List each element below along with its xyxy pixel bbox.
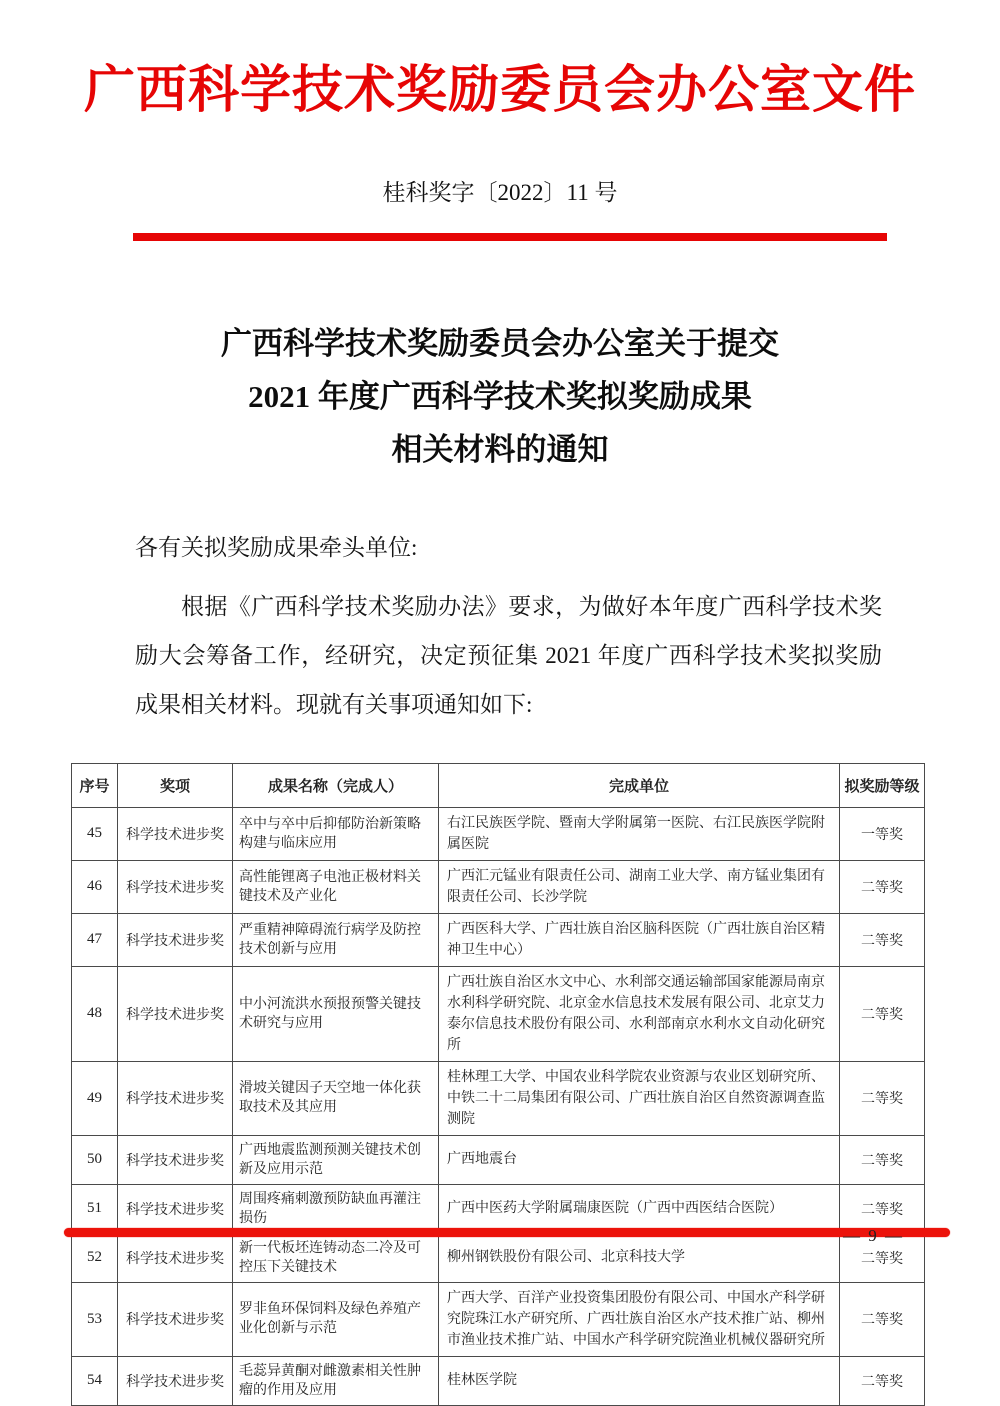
cell-grade: 二等奖 [840,1061,925,1135]
cell-no: 50 [72,1135,118,1184]
notice-title-line-3: 相关材料的通知 [391,431,609,467]
table-row [72,1282,925,1356]
notice-title [0,317,1000,476]
table-row [72,966,925,1061]
awards-table [71,763,925,1406]
header-cell-award: 奖项 [118,763,233,807]
table-row [72,1061,925,1135]
header-cell-no: 序号 [72,763,118,807]
page-number: — 9 — [843,1226,904,1245]
notice-title-line-2: 2021 年度广西科学技术奖拟奖励成果 [248,378,752,414]
cell-award: 科学技术进步奖 [118,1061,233,1135]
salutation-line: 各有关拟奖励成果牵头单位: [135,534,418,560]
cell-grade: 二等奖 [840,1282,925,1356]
cell-units: 广西汇元锰业有限责任公司、湖南工业大学、南方锰业集团有限责任公司、长沙学院 [439,860,840,913]
cell-grade: 二等奖 [840,966,925,1061]
cell-award: 科学技术进步奖 [118,1282,233,1356]
cell-grade: 一等奖 [840,807,925,860]
cell-no: 51 [72,1184,118,1233]
cell-no: 48 [72,966,118,1061]
cell-name: 滑坡关键因子天空地一体化获取技术及其应用 [233,1061,439,1135]
header-cell-name: 成果名称（完成人） [233,763,439,807]
cell-award: 科学技术进步奖 [118,1233,233,1282]
cell-grade: 二等奖 [840,1233,925,1282]
cell-name: 周围疼痛刺激预防缺血再灌注损伤 [233,1184,439,1233]
cell-no: 53 [72,1282,118,1356]
cell-units: 广西大学、百洋产业投资集团股份有限公司、中国水产科学研究院珠江水产研究所、广西壮族自治区水产技术推广站、柳州市渔业技术推广站、中国水产科学研究院渔业机械仪器研究所 [439,1282,840,1356]
table-row [72,1135,925,1184]
cell-award: 科学技术进步奖 [118,913,233,966]
cell-award: 科学技术进步奖 [118,1184,233,1233]
cell-units: 广西壮族自治区水文中心、水利部交通运输部国家能源局南京水利科学研究院、北京金水信息技术发展有限公司、北京艾力泰尔信息技术股份有限公司、水利部南京水利水文自动化研究所 [439,966,840,1061]
cell-units: 桂林医学院 [439,1356,840,1405]
awards-table-header [72,763,925,807]
cell-grade: 二等奖 [840,1184,925,1233]
table-row [72,913,925,966]
table-row [72,1233,925,1282]
cell-award: 科学技术进步奖 [118,807,233,860]
cell-no: 49 [72,1061,118,1135]
header-cell-units: 完成单位 [439,763,840,807]
cell-name: 严重精神障碍流行病学及防控技术创新与应用 [233,913,439,966]
cell-units: 桂林理工大学、中国农业科学院农业资源与农业区划研究所、中铁二十二局集团有限公司、广西壮族自治区自然资源调查监测院 [439,1061,840,1135]
cell-name: 新一代板坯连铸动态二冷及可控压下关键技术 [233,1233,439,1282]
cell-no: 46 [72,860,118,913]
cell-no: 47 [72,913,118,966]
cell-name: 中小河流洪水预报预警关键技术研究与应用 [233,966,439,1061]
awards-table-body [72,807,925,1405]
notice-body [135,532,882,729]
cell-award: 科学技术进步奖 [118,966,233,1061]
cell-no: 45 [72,807,118,860]
cell-grade: 二等奖 [840,1135,925,1184]
header-red-rule [133,233,887,241]
cell-no: 54 [72,1356,118,1405]
cell-units: 广西医科大学、广西壮族自治区脑科医院（广西壮族自治区精神卫生中心） [439,913,840,966]
cell-grade: 二等奖 [840,1356,925,1405]
cell-award: 科学技术进步奖 [118,1135,233,1184]
cell-units: 右江民族医学院、暨南大学附属第一医院、右江民族医学院附属医院 [439,807,840,860]
document-number: 桂科奖字〔2022〕11 号 [382,179,618,205]
cell-name: 高性能锂离子电池正极材料关键技术及产业化 [233,860,439,913]
header-cell-grade: 拟奖励等级 [840,763,925,807]
cell-units: 广西地震台 [439,1135,840,1184]
cell-units: 柳州钢铁股份有限公司、北京科技大学 [439,1233,840,1282]
table-row [72,860,925,913]
cell-grade: 二等奖 [840,860,925,913]
document-header-title: 广西科学技术奖励委员会办公室文件 [83,63,916,119]
cell-award: 科学技术进步奖 [118,860,233,913]
table-row [72,1356,925,1405]
notice-title-line-1: 广西科学技术奖励委员会办公室关于提交 [221,325,779,361]
body-paragraph: 根据《广西科学技术奖励办法》要求，为做好本年度广西科学技术奖励大会筹备工作，经研究，决定预征集 2021 年度广西科学技术奖拟奖励成果相关材料。现就有关事项通知如下: [135,593,882,717]
red-highlight-marker [64,1228,950,1237]
cell-units: 广西中医药大学附属瑞康医院（广西中西医结合医院） [439,1184,840,1233]
table-row [72,1184,925,1233]
table-row [72,807,925,860]
cell-name: 卒中与卒中后抑郁防治新策略构建与临床应用 [233,807,439,860]
cell-grade: 二等奖 [840,913,925,966]
cell-name: 罗非鱼环保饲料及绿色养殖产业化创新与示范 [233,1282,439,1356]
cell-name: 广西地震监测预测关键技术创新及应用示范 [233,1135,439,1184]
cell-award: 科学技术进步奖 [118,1356,233,1405]
cell-no: 52 [72,1233,118,1282]
cell-name: 毛蕊异黄酮对雌激素相关性肿瘤的作用及应用 [233,1356,439,1405]
